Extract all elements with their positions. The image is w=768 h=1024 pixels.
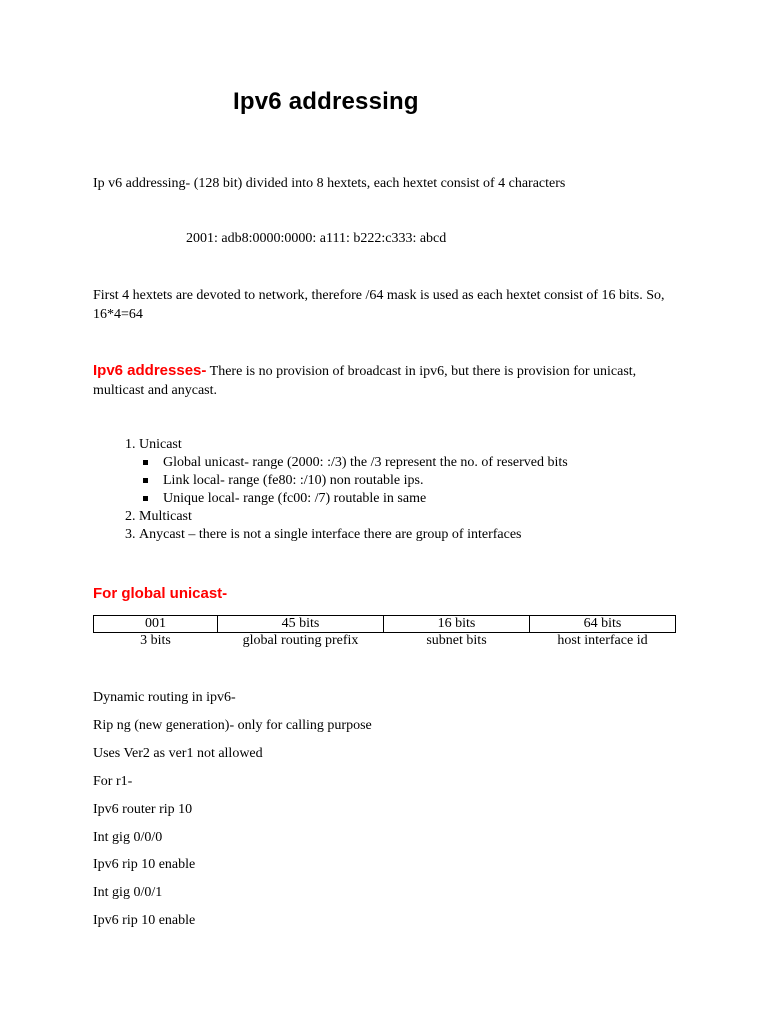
address-types-list xyxy=(93,436,719,544)
sub-item-label: Link local- range (fe80: :/10) non routable ips. xyxy=(163,473,424,488)
sub-item-label: Global unicast- range (2000: :/3) the /3 represent the no. of reserved bits xyxy=(163,455,568,470)
text-line: Int gig 0/0/0 xyxy=(93,830,163,845)
list-item-unicast xyxy=(139,436,719,508)
sub-item-link-local xyxy=(163,472,719,490)
sub-item-label: Unique local- range (fc00: /7) routable in same xyxy=(163,491,427,506)
bullet-icon xyxy=(143,460,148,465)
network-paragraph: First 4 hextets are devoted to network, therefore /64 mask is used as each hextet consist of 16 bits. So, 16*4=64 xyxy=(93,288,665,322)
addresses-text: There is no provision of broadcast in ipv6, but there is provision for unicast, multicast and anycast. xyxy=(93,364,637,398)
table-cell: 16 bits xyxy=(384,616,530,633)
sub-item-global xyxy=(163,454,719,472)
text-line: Ipv6 router rip 10 xyxy=(93,802,193,817)
bullet-icon xyxy=(143,478,148,483)
text-line: Ipv6 rip 10 enable xyxy=(93,913,196,928)
table-label: global routing prefix xyxy=(242,633,359,648)
addresses-heading: Ipv6 addresses- xyxy=(93,362,207,379)
list-item-label: Anycast – there is not a single interface there are group of interfaces xyxy=(139,527,522,542)
table-row xyxy=(94,616,676,633)
table-label: 3 bits xyxy=(140,633,171,648)
table-cell: 64 bits xyxy=(530,616,676,633)
text-line: Dynamic routing in ipv6- xyxy=(93,690,236,705)
intro-text: Ip v6 addressing- (128 bit) divided into 8 hextets, each hextet consist of 4 characters xyxy=(93,176,566,191)
list-item-label: Unicast xyxy=(139,437,182,452)
unicast-sublist xyxy=(139,454,719,508)
text-line: For r1- xyxy=(93,774,133,789)
table-cell: 001 xyxy=(94,616,218,633)
text-line: Int gig 0/0/1 xyxy=(93,885,163,900)
text-line: Uses Ver2 as ver1 not allowed xyxy=(93,746,263,761)
global-unicast-heading: For global unicast- xyxy=(93,585,228,602)
example-address: 2001: adb8:0000:0000: a111: b222:c333: abcd xyxy=(186,231,447,246)
sub-item-unique-local xyxy=(163,490,719,508)
global-unicast-format-table xyxy=(93,615,676,649)
table-row xyxy=(94,633,676,650)
table-label: host interface id xyxy=(557,633,648,648)
addresses-paragraph xyxy=(93,361,673,400)
list-item-multicast xyxy=(139,508,719,526)
text-line: Ipv6 rip 10 enable xyxy=(93,857,196,872)
list-item-anycast xyxy=(139,526,719,544)
list-item-label: Multicast xyxy=(139,509,192,524)
table-cell: 45 bits xyxy=(218,616,384,633)
table-label: subnet bits xyxy=(426,633,487,648)
text-line: Rip ng (new generation)- only for calling purpose xyxy=(93,718,372,733)
page-title: Ipv6 addressing xyxy=(233,88,419,115)
bullet-icon xyxy=(143,496,148,501)
